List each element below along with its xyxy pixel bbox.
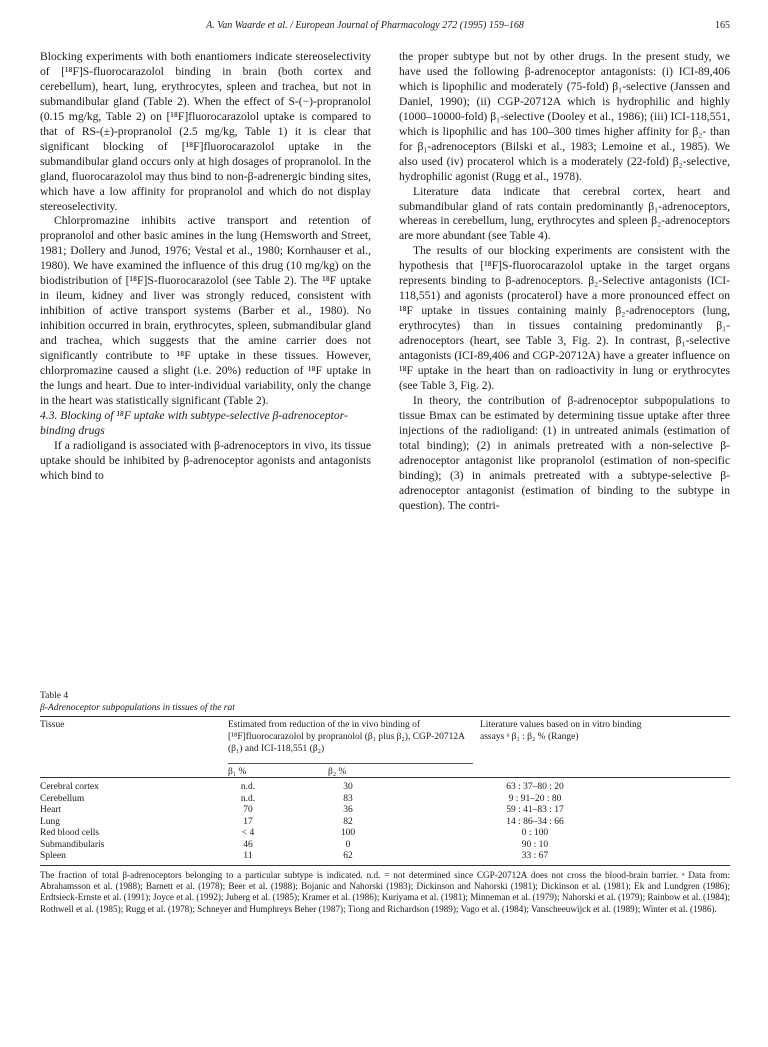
cell-beta2: 30 (343, 782, 353, 792)
column-header-tissue: Tissue (40, 720, 65, 730)
journal-citation: A. Van Waarde et al. / European Journal of Pharmacology 272 (1995) 159–168 (206, 20, 524, 31)
cell-beta2: 62 (343, 851, 353, 861)
cell-tissue: Red blood cells (40, 828, 100, 838)
table-bottom-rule (40, 865, 730, 866)
column-header-estimated: Estimated from reduction of the in vivo binding of [¹⁸F]fluorocarazolol by propranolol (β₁ plus β₂), CGP-20712A (β₁) and ICI-118,551 (β₂) (228, 720, 465, 754)
table-label: Table 4 (40, 691, 69, 701)
cell-beta1: 11 (243, 851, 253, 861)
cell-tissue: Cerebral cortex (40, 782, 99, 792)
table-title: β-Adrenoceptor subpopulations in tissues of the rat (40, 703, 235, 713)
table-row (40, 827, 730, 839)
cell-beta2: 83 (343, 793, 353, 804)
cell-beta2: 0 (345, 839, 351, 850)
cell-tissue: Cerebellum (40, 793, 85, 804)
cell-tissue: Lung (40, 816, 61, 827)
cell-literature: 33 : 67 (521, 851, 549, 861)
table-4 (40, 690, 730, 924)
cell-literature: 9 : 91–20 : 80 (508, 793, 562, 804)
table-row (40, 850, 730, 862)
section-heading: 4.3. Blocking of ¹⁸F uptake with subtype-selective β-adrenoceptor-binding drugs (40, 408, 348, 437)
table-row (40, 839, 730, 851)
cell-beta1: 70 (243, 805, 253, 815)
table-footnote: The fraction of total β-adrenoceptors belonging to a particular subtype is indicated. n.d. = not determined since CGP-20712A does not cross the blood-brain barrier. ᵃ Data from: Abrahamsson et al. (1988); Barnett et al. (1978); Beer et al. (1988); Bojanic and Nahorski (1983); Dickinson and Nahorski (1981); Dickinson et al. (1981); Ek and Lundgren (1986); Erdtsieck-Ernste et al. (1991); Joyce et al. (1992); Juberg et al. (1985); Kramer et al. (1986); Kuriyama et al. (1981); Minneman et al. (1979); Nahorski et al. (1979); Rainbow et al. (1984); Rothwell et al. (1985); Rugg et al. (1978); Schneyer and Humphreys Beher (1987); Tiong and Richardson (1989); Vago et al. (1984); Vanscheeuwijck et al. (1989); Winter et al. (1986). (40, 869, 730, 914)
table-row (40, 804, 730, 816)
cell-beta1: < 4 (241, 828, 255, 838)
table-row (40, 781, 730, 793)
paragraph: Literature data indicate that cerebral cortex, heart and submandibular gland of rats contain predominantly β₁-adrenoceptors, whereas in cerebellum, lung, erythrocytes and spleen β₂-adrenoceptors are more abundant (see Table 4). (399, 184, 730, 243)
cell-literature: 59 : 41–83 : 17 (506, 805, 564, 815)
paragraph: In theory, the contribution of β-adrenoceptor subpopulations to tissue Bmax can be estimated by determining tissue uptake after three injections of the radioligand: (1) in untreated animals (estimation of total binding); (2) in animals pretreated with a non-selective β-adrenoceptor antagonist like propranolol (estimation of non-specific binding); (3) in animals pretreated with a subtype-selective β-adrenoceptor antagonist (estimation of binding to the subtype in question). The contri- (399, 393, 730, 512)
table-header (40, 717, 730, 777)
cell-literature: 90 : 10 (521, 839, 549, 850)
cell-literature: 14 : 86–34 : 66 (506, 816, 564, 827)
table-header-rule (40, 777, 730, 778)
cell-beta1: 46 (243, 839, 253, 850)
page-number: 165 (715, 20, 730, 31)
cell-tissue: Heart (40, 805, 62, 815)
cell-beta1: 17 (243, 816, 253, 827)
cell-beta2: 36 (343, 805, 353, 815)
cell-literature: 0 : 100 (521, 828, 549, 838)
cell-tissue: Submandibularis (40, 839, 105, 850)
subheader-beta2: β₂ % (328, 767, 347, 777)
table-body (40, 781, 730, 862)
table-row (40, 793, 730, 805)
paragraph: Blocking experiments with both enantiomers indicate stereoselectivity of [¹⁸F]S-fluorocarazolol binding in brain (both cortex and cerebellum), heart, lung, erythrocytes, spleen and trachea, but not in submandibular gland (Table 2). When the effect of S-(−)-propranolol (0.15 mg/kg, Table 2) on [¹⁸F]fluorocarazolol uptake is compared to that of RS-(±)-propranolol (2.5 mg/kg, Table 1) it is clear that significant blocking of [¹⁸F]fluorocarazolol uptake in the submandibular gland occurs only at high dosages of propranolol. In the gland, fluorocarazolol may thus bind to non-β-adrenergic binding sites, which have a low affinity for propranolol and which do not display stereoselectivity. (40, 50, 371, 213)
paragraph: The results of our blocking experiments are consistent with the hypothesis that [¹⁸F]S-fluorocarazolol uptake in the target organs represents binding to β-adrenoceptors. β₂-Selective antagonists (ICI-118,551) and agonists (procaterol) have a more pronounced effect on ¹⁸F uptake in tissues containing mainly β₂-adrenoceptors (lung, erythrocytes) than in tissues containing predominantly β₁-adrenoceptors (heart, see Table 3, Fig. 2). In contrast, β₁-selective antagonists (ICI-89,406 and CGP-20712A) have a greater influence on ¹⁸F uptake in the heart than on radioactivity in lung or erythrocytes (see Table 3, Fig. 2). (399, 244, 730, 392)
cell-beta1: n.d. (240, 782, 256, 792)
paragraph: Chlorpromazine inhibits active transport and retention of propranolol and other basic amines in the lung (Hemsworth and Street, 1981; Dollery and Junod, 1976; Vestal et al., 1980; Kornhauser et al., 1980). We have examined the influence of this drug (10 mg/kg) on the biodistribution of [¹⁸F]S-fluorocarazolol (see Table 2). The ¹⁸F uptake in ileum, kidney and liver was strongly reduced, consistent with inhibition of active transport systems (Barber et al., 1980). No inhibition occurred in brain, erythrocytes, spleen, submandibular gland and trachea, which suggests that the amine carrier does not significantly contribute to ¹⁸F uptake in these tissues. However, chlorpromazine caused a slight (i.e. 20%) reduction of ¹⁸F uptake in the lungs and heart. Due to inter-individual variability, only the change in the heart was statistically significant (Table 2). (40, 214, 371, 407)
cell-literature: 63 : 37–80 : 20 (506, 782, 564, 792)
paragraph: If a radioligand is associated with β-adrenoceptors in vivo, its tissue uptake should be inhibited by β-adrenoceptor agonists and antagonists which bind to (40, 438, 371, 482)
left-column (40, 50, 371, 484)
cell-tissue: Spleen (40, 851, 66, 861)
running-header (40, 20, 730, 36)
subheader-beta1: β₁ % (228, 767, 247, 777)
subheader-rule (228, 763, 473, 764)
cell-beta2: 82 (343, 816, 353, 827)
paragraph: the proper subtype but not by other drugs. In the present study, we have used the following β-adrenoceptor antagonists: (i) ICI-89,406 which is lipophilic and moderately (75-fold) β₁-selective (Janssen and Daniel, 1990); (ii) CGP-20712A which is hydrophilic and highly (1000–10000-fold) β₁-selective (Dooley et al., 1986); (iii) ICI-118,551, which is lipophilic and has 100–300 times higher affinity for β₂- than for β₁-adrenoceptors (Bilski et al., 1983; Lemoine et al., 1985). We also used (iv) procaterol which is a moderately (22-fold) β₂-selective, hydrophilic agonist (Rugg et al., 1978). (399, 50, 730, 183)
cell-beta2: 100 (340, 828, 356, 838)
table-row (40, 816, 730, 828)
column-header-literature: Literature values based on in vitro binding assays ᵃ β₁ : β₂ % (Range) (480, 720, 642, 742)
right-column (399, 50, 730, 514)
cell-beta1: n.d. (240, 793, 256, 804)
